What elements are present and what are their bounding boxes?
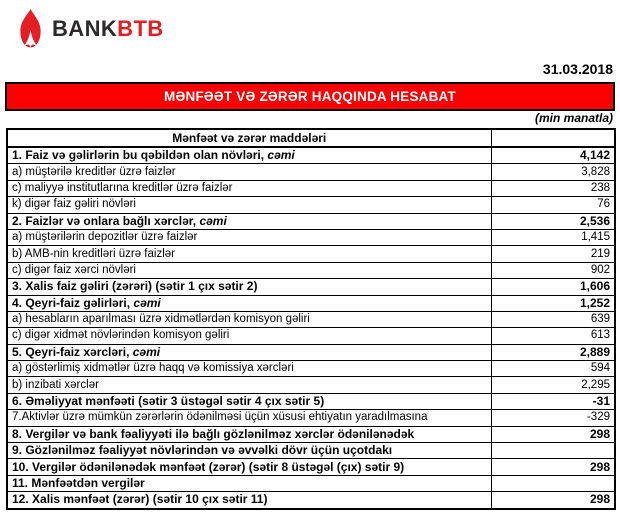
row-value — [491, 475, 615, 491]
row-value: 2,295 — [491, 377, 615, 393]
row-value: 639 — [491, 311, 615, 327]
row-label: 11. Mənfəətdən vergilər — [7, 475, 491, 491]
row-label: 5. Qeyri-faiz xərcləri, cəmi — [7, 344, 491, 360]
row-label: 12. Xalis mənfəət (zərər) (sətir 10 çıx sətir 11) — [7, 492, 491, 509]
table-header-row — [7, 129, 615, 147]
row-value: 2,536 — [491, 213, 615, 229]
row-value: 1,252 — [491, 295, 615, 311]
row-value: 613 — [491, 328, 615, 344]
table-row — [7, 475, 615, 491]
row-value: 1,415 — [491, 229, 615, 245]
row-label: 2. Faizlər və onlara bağlı xərclər, cəmi — [7, 213, 491, 229]
row-value: 902 — [491, 262, 615, 278]
row-label: 1. Faiz və gəlirlərin bu qəbildən olan növləri, cəmi — [7, 147, 491, 164]
logo-text-bank: BANK — [52, 15, 118, 41]
row-label: a) hesabların aparılması üzrə xidmətlərdən komisyon gəliri — [7, 311, 491, 327]
row-label: c) maliyyə institutlarına kreditlər üzrə faizlər — [7, 180, 491, 196]
row-label: k) digər faiz gəliri növləri — [7, 197, 491, 213]
row-value: -31 — [491, 393, 615, 409]
table-row — [7, 443, 615, 459]
row-label: a) göstərlimiş xidmətlər üzrə haqq və komissiya xərcləri — [7, 361, 491, 377]
table-row — [7, 393, 615, 409]
table-header-items: Mənfəət və zərər maddələri — [7, 129, 491, 147]
table-row — [7, 229, 615, 245]
report-date: 31.03.2018 — [542, 61, 613, 77]
row-value: 2,889 — [491, 344, 615, 360]
row-value: 3,828 — [491, 164, 615, 180]
row-label: c) digər xidmət növlərindən komisyon gəliri — [7, 328, 491, 344]
table-row — [7, 459, 615, 475]
row-label: 4. Qeyri-faiz gəlirləri, cəmi — [7, 295, 491, 311]
row-label: 7.Aktivlər üzrə mümkün zərərlərin ödənilməsi üçün xüsusi ehtiyatın yaradılmasına — [7, 410, 491, 426]
row-value: 298 — [491, 492, 615, 509]
row-value: 238 — [491, 180, 615, 196]
row-label: 8. Vergilər və bank fəaliyyəti ilə bağlı gözlənilməz xərclər ödənilənədək — [7, 426, 491, 442]
row-label: 3. Xalis faiz gəliri (zərəri) (sətir 1 çıx sətir 2) — [7, 279, 491, 295]
row-label: a) müştərilə kreditlər üzrə faizlər — [7, 164, 491, 180]
table-row — [7, 197, 615, 213]
table-row — [7, 246, 615, 262]
row-value: 594 — [491, 361, 615, 377]
row-label: 9. Gözlənilməz fəaliyyət növlərindən və əvvəlki dövr üçün uçotdakı — [7, 443, 491, 459]
row-value: 298 — [491, 459, 615, 475]
row-label: a) müştərilərin depozitlər üzrə faizlər — [7, 229, 491, 245]
table-row — [7, 262, 615, 278]
row-value: 4,142 — [491, 147, 615, 164]
table-row — [7, 328, 615, 344]
row-value: 76 — [491, 197, 615, 213]
table-row — [7, 180, 615, 196]
table-row — [7, 377, 615, 393]
bank-logo — [17, 8, 164, 49]
table-row — [7, 213, 615, 229]
row-label: 6. Əməliyyat mənfəəti (sətir 3 üstəgəl sətir 4 çıx sətir 5) — [7, 393, 491, 409]
report-title: MƏNFƏƏT VƏ ZƏRƏR HAQQINDA HESABAT — [164, 89, 456, 104]
table-row — [7, 492, 615, 509]
row-label: b) AMB-nin kreditləri üzrə faizlər — [7, 246, 491, 262]
unit-note: (min manatla) — [534, 111, 613, 125]
table-row — [7, 361, 615, 377]
row-value: 298 — [491, 426, 615, 442]
table-row — [7, 279, 615, 295]
report-table-body — [7, 129, 615, 509]
flame-icon — [17, 8, 44, 49]
table-row — [7, 426, 615, 442]
table-row — [7, 344, 615, 360]
row-label: b) inzibati xərclər — [7, 377, 491, 393]
table-row — [7, 164, 615, 180]
table-row — [7, 147, 615, 164]
row-value: -329 — [491, 410, 615, 426]
logo-text-btb: BTB — [117, 15, 164, 41]
logo-wordmark — [52, 16, 164, 42]
report-table — [6, 128, 616, 510]
row-label: c) digər faiz xərci növləri — [7, 262, 491, 278]
row-value: 219 — [491, 246, 615, 262]
row-value: 1,606 — [491, 279, 615, 295]
table-row — [7, 410, 615, 426]
row-value — [491, 443, 615, 459]
report-title-banner — [5, 82, 615, 111]
row-label: 10. Vergilər ödənilənədək mənfəət (zərər) (sətir 8 üstəgəl (çıx) sətir 9) — [7, 459, 491, 475]
table-header-value — [491, 129, 615, 147]
table-row — [7, 311, 615, 327]
table-row — [7, 295, 615, 311]
